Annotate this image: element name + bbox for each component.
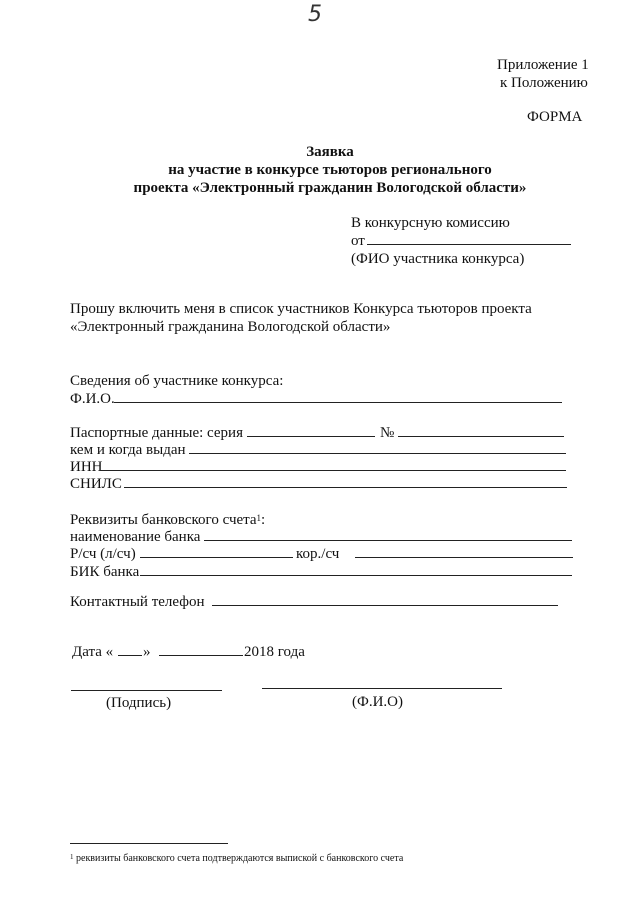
inn-label: ИНН [70,459,103,475]
date-label: Дата « [72,644,114,660]
bik-label: БИК банка [70,564,140,580]
date-quote-close: » [143,644,151,660]
participant-heading: Сведения об участнике конкурса: [70,373,284,389]
signature-field[interactable] [71,690,222,691]
fio-field[interactable] [114,402,562,403]
form-label: ФОРМА [527,109,583,125]
bik-field[interactable] [140,575,572,576]
phone-label: Контактный телефон [70,594,205,610]
addressee-commission: В конкурсную комиссию [351,215,510,231]
addressee-from-line[interactable] [367,244,571,245]
snils-label: СНИЛС [70,476,122,492]
signature-fio-field[interactable] [262,688,502,689]
footnote-separator [70,843,228,844]
footnote [70,850,403,868]
snils-field[interactable] [124,487,567,488]
passport-number-field[interactable] [398,436,564,437]
footnote-text: реквизиты банковского счета подтверждаются выпиской с банковского счета [76,853,404,864]
document-title-line2: на участие в конкурсе тьюторов регионального [168,162,492,178]
page-number-mark: 5 [308,2,322,27]
passport-number-label: № [380,425,395,441]
corr-account-field[interactable] [355,557,573,558]
bank-footnote-ref: 1 [256,513,262,523]
addressee-from-label: от [351,233,365,249]
phone-field[interactable] [212,605,558,606]
passport-series-label: Паспортные данные: серия [70,425,243,441]
passport-issued-field[interactable] [189,453,566,454]
corr-account-label: кор./сч [296,546,340,562]
inn-field[interactable] [100,470,566,471]
fio-label: Ф.И.О. [70,391,115,407]
bank-name-field[interactable] [204,540,572,541]
request-text-line2: «Электронный гражданина Вологодской области» [70,319,391,335]
regulation-label: к Положению [500,75,588,91]
date-month-field[interactable] [159,655,243,656]
bank-name-label: наименование банка [70,529,201,545]
passport-series-field[interactable] [247,436,375,437]
document-title-line3: проекта «Электронный гражданин Вологодской области» [133,180,527,196]
date-year: 2018 года [244,644,305,660]
account-label: Р/сч (л/сч) [70,546,136,562]
request-text-line1: Прошу включить меня в список участников Конкурса тьюторов проекта [70,301,532,317]
document-title: Заявка [306,144,354,160]
passport-issued-label: кем и когда выдан [70,442,186,458]
signature-caption: (Подпись) [106,695,172,711]
date-day-field[interactable] [118,655,142,656]
bank-heading: Реквизиты банковского счета$^1$: [70,512,266,528]
signature-fio-caption: (Ф.И.О) [352,694,404,710]
addressee-caption: (ФИО участника конкурса) [351,251,525,267]
footnote-number: 1 [70,853,74,861]
appendix-label: Приложение 1 [497,57,589,73]
account-field[interactable] [140,557,293,558]
